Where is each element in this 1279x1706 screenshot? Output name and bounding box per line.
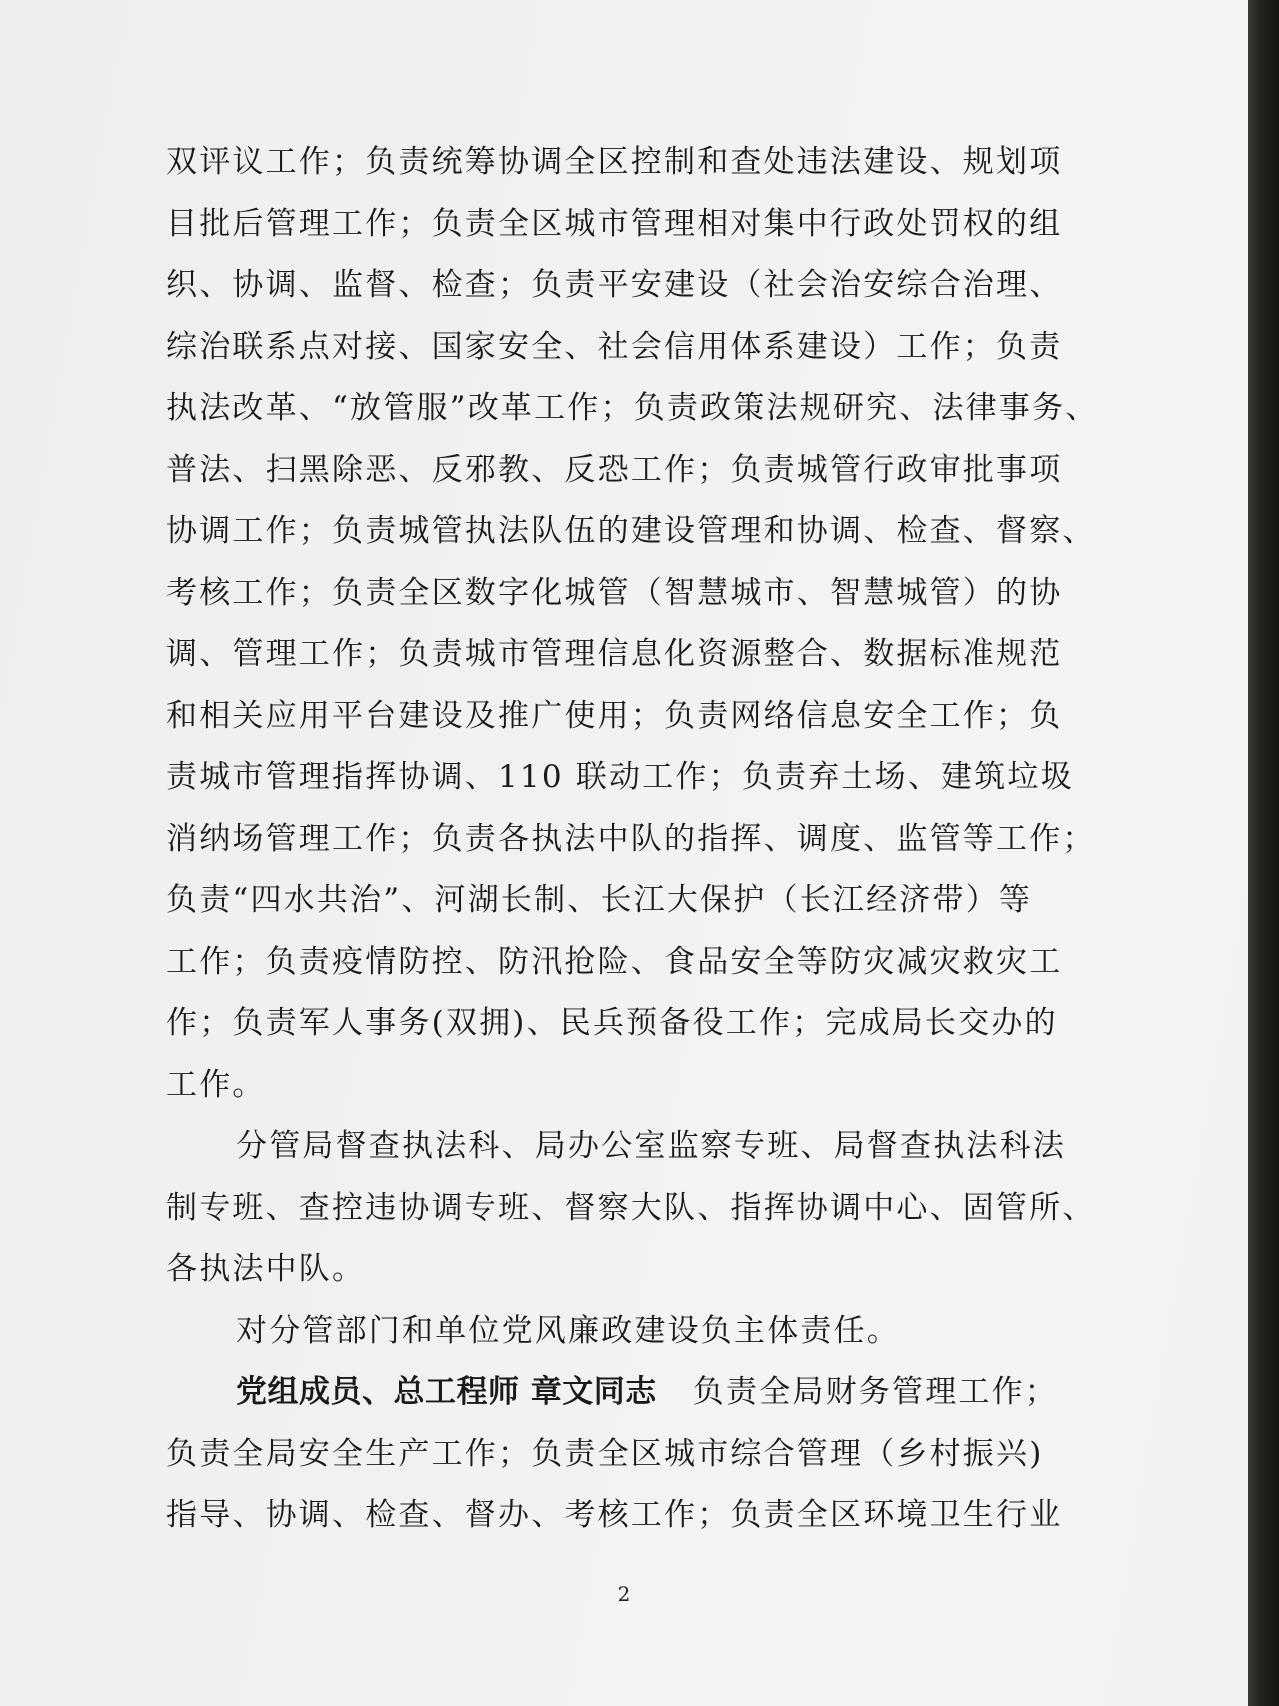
text-line: 负责“四水共治”、河湖长制、长江大保护（长江经济带）等: [166, 882, 1033, 918]
page-number: 2: [617, 1582, 631, 1606]
text-line: 普法、扫黑除恶、反邪教、反恐工作；负责城管行政审批事项: [166, 451, 1063, 488]
paragraph-3: [166, 1301, 1096, 1363]
text-line: 考核工作；负责全区数字化城管（智慧城市、智慧城管）的协: [166, 574, 1063, 611]
dark-background-edge: [1248, 0, 1279, 1706]
text-line: 对分管部门和单位党风廉政建设负主体责任。: [236, 1312, 900, 1349]
person-heading: 党组成员、总工程师 章文同志: [236, 1374, 657, 1410]
text-line: 负责全局安全生产工作；负责全区城市综合管理（乡村振兴): [166, 1435, 1044, 1472]
text-line: 各执法中队。: [166, 1251, 366, 1287]
document-body: [166, 132, 1099, 1547]
text-line: 综治联系点对接、国家安全、社会信用体系建设）工作；负责: [166, 328, 1063, 365]
text-line: 制专班、查控违协调专班、督察大队、指挥协调中心、固管所、: [166, 1189, 1096, 1226]
paragraph-1: [166, 132, 1099, 1116]
text-line: 协调工作；负责城管执法队伍的建设管理和协调、检查、督察、: [166, 513, 1096, 549]
text-line: 调、管理工作；负责城市管理信息化资源整合、数据标准规范: [166, 636, 1063, 672]
text-line: 指导、协调、检查、督办、考核工作；负责全区环境卫生行业: [166, 1497, 1063, 1533]
text-line: 织、协调、监督、检查；负责平安建设（社会治安综合治理、: [166, 267, 1063, 303]
text-line: 作；负责军人事务(双拥)、民兵预备役工作；完成局长交办的: [166, 1005, 1058, 1041]
text-line: 工作。: [166, 1066, 266, 1103]
paragraph-2: [166, 1116, 1096, 1301]
paragraph-4: [166, 1362, 1096, 1547]
text-line: 责城市管理指挥协调、110 联动工作；负责弃土场、建筑垃圾: [166, 759, 1074, 795]
text-span: 负责全局财务管理工作；: [692, 1374, 1058, 1410]
text-line: 双评议工作；负责统筹协调全区控制和查处违法建设、规划项: [166, 144, 1063, 180]
text-line: 和相关应用平台建设及推广使用；负责网络信息安全工作；负: [166, 697, 1063, 734]
text-line: 工作；负责疫情防控、防汛抢险、食品安全等防灾减灾救灾工: [166, 943, 1063, 980]
text-line: [166, 1362, 1096, 1424]
text-line: 执法改革、“放管服”改革工作；负责政策法规研究、法律事务、: [166, 390, 1099, 426]
text-line: 分管局督查执法科、局办公室监察专班、局督查执法科法: [236, 1128, 1066, 1164]
text-line: 消纳场管理工作；负责各执法中队的指挥、调度、监管等工作；: [166, 820, 1096, 857]
text-line: 目批后管理工作；负责全区城市管理相对集中行政处罚权的组: [166, 205, 1063, 242]
